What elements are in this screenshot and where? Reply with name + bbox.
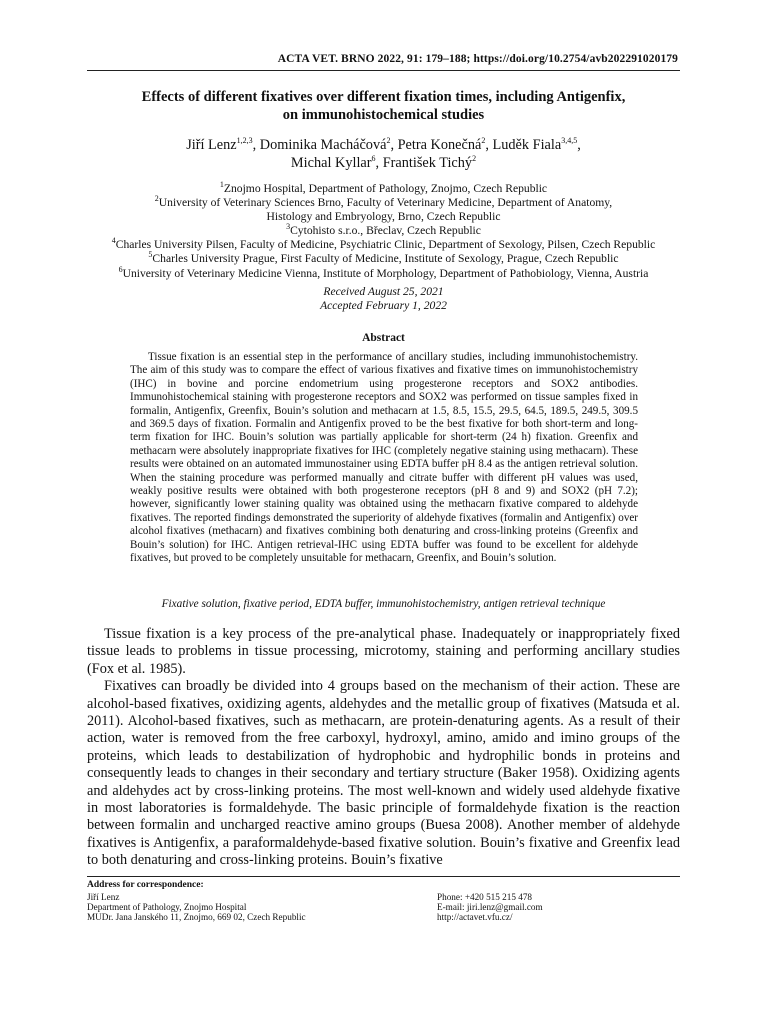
affiliation-text: University of Veterinary Sciences Brno, Faculty of Veterinary Medicine, Department of Anatomy,: [158, 196, 613, 210]
correspondence-heading: Address for correspondence:: [87, 880, 204, 890]
received-date: Received August 25, 2021: [323, 285, 444, 298]
author-name: Jiří Lenz: [186, 137, 237, 153]
author-affil-sup: 6: [371, 154, 376, 164]
author-affil-sup: 2: [481, 136, 486, 146]
author-name: Petra Konečná: [397, 137, 482, 153]
correspondence-name: Jiří Lenz: [87, 892, 120, 902]
affiliation-sup: 6: [118, 264, 123, 274]
correspondence-contact: [437, 892, 543, 922]
body-text: [87, 626, 680, 870]
body-paragraph: Fixatives can broadly be divided into 4 groups based on the mechanism of their action. These are alcohol-based fixatives, oxidizing agents, aldehydes and the metallic group of fixatives (Matsuda et al. 2011). Alcohol-based fixatives, such as methacarn, are protein-denaturing agents. As a result of their action, water is removed from the free carboxyl, hydroxyl, amino, amido and imino groups of the proteins, which leads to destabilization of hydrophobic and hydrophilic bonds in proteins and consequently leads to changes in their secondary and tertiary structure (Baker 1958). Oxidizing agents and aldehydes act by cross-linking proteins. The most well-known and widely used aldehyde fixative in most laboratories is formaldehyde. The basic principle of formaldehyde fixation is the reaction between formalin and uncharged reactive amino groups (Buesa 2008). Another member of aldehyde fixatives is Antigenfix, a paraformaldehyde-based fixative solution. Bouin’s fixative and Greenfix lead to both denaturing and cross-linking proteins. Bouin’s fixative: [87, 678, 680, 869]
affiliation: [87, 238, 680, 252]
correspondence-street: MUDr. Jana Janského 11, Znojmo, 669 02, Czech Republic: [87, 912, 306, 922]
paper-title: [87, 88, 680, 124]
affiliation: [87, 196, 680, 210]
affiliation-sup: 3: [286, 222, 291, 232]
author-name: Dominika Macháčová: [259, 137, 387, 153]
correspondence-address: [87, 892, 306, 922]
affiliation-text: Histology and Embryology, Brno, Czech Republic: [266, 210, 501, 224]
author-line-1: Jiří Lenz$^{1,2,3}$, Dominika Macháčová$^2$, Petra Konečná$^2$, Luděk Fiala$^{3,4,5}$,: [186, 136, 581, 153]
title-line-2: on immunohistochemical studies: [282, 107, 485, 123]
author-list: [87, 136, 680, 172]
correspondence-dept: Department of Pathology, Znojmo Hospital: [87, 902, 247, 912]
title-line-1: Effects of different fixatives over different fixation times, including Antigenfix,: [141, 89, 626, 105]
affiliation-sup: 2: [154, 194, 159, 204]
accepted-date: Accepted February 1, 2022: [320, 299, 447, 312]
journal-header: ACTA VET. BRNO 2022, 91: 179–188; https://doi.org/10.2754/avb202291020179: [277, 53, 678, 65]
author-name: Luděk Fiala: [492, 137, 562, 153]
affiliation-sup: 1: [219, 180, 224, 190]
affiliation: [87, 210, 680, 224]
affiliation: [87, 224, 680, 238]
affiliation-sup: 4: [111, 236, 116, 246]
keywords: Fixative solution, fixative period, EDTA buffer, immunohistochemistry, antigen retrieval technique: [161, 598, 606, 610]
affiliation: [87, 182, 680, 196]
affiliation-text: University of Veterinary Medicine Vienna, Institute of Morphology, Department of Pathobiology, Vienna, Austria: [122, 266, 649, 280]
author-name: František Tichý: [382, 155, 473, 171]
affiliation: [87, 252, 680, 266]
footer-rule: [87, 876, 680, 877]
affiliation-text: Cytohisto s.r.o., Břeclav, Czech Republic: [290, 224, 481, 238]
abstract-heading: Abstract: [362, 332, 405, 344]
author-affil-sup: 1,2,3: [236, 136, 253, 146]
abstract-text: Tissue fixation is an essential step in the performance of ancillary studies, including immunohistochemistry. The aim of this study was to compare the effect of various fixatives and fixative times on immunohistochemistry (IHC) in bovine and porcine endometrium using progesterone receptors and SOX2 antibodies. Immunohistochemical staining with progesterone receptors and SOX2 was performed on tissue samples fixed in formalin, Antigenfix, Greenfix, Bouin’s solution and methacarn at 1.5, 8.5, 15.5, 29.5, 64.5, 189.5, 249.5, 309.5 and 369.5 days of fixation. Formalin and Antigenfix proved to be the best fixative for both short-term and long-term fixation for IHC. Bouin’s solution was partially applicable for short-term (24 h) fixation. Greenfix and methacarn were absolutely inappropriate fixatives for IHC (completely negative staining using methacarn). These results were obtained on an automated immunostainer using EDTA buffer pH 8.4 as the antigen retrieval solution. When the staining procedure was performed manually and citrate buffer with different pH values was used, weakly positive results were obtained with both progesterone receptors (pH 8 and 9) and SOX2 (pH 7.2); however, significantly lower staining quality was obtained using the methacarn fixative compared to aldehyde fixatives. The reported findings demonstrated the superiority of aldehyde fixatives (formalin and Antigenfix) over alcohol fixatives (methacarn) and fixatives combining both denaturing and cross-linking proteins (Greenfix and Bouin’s solution) for IHC. Antigen retrieval-IHC using EDTA buffer was found to be excellent for aldehyde fixatives, but proved to be completely unsuitable for methacarn, Greenfix, and Bouin’s solution.: [130, 351, 638, 565]
author-affil-sup: 2: [386, 136, 391, 146]
affiliation-text: Znojmo Hospital, Department of Pathology, Znojmo, Czech Republic: [223, 182, 548, 195]
correspondence-phone: Phone: +420 515 215 478: [437, 892, 533, 902]
correspondence-email: E-mail: jiri.lenz@gmail.com: [437, 902, 543, 912]
author-line-2: Michal Kyllar$^6$, František Tichý$^2$: [290, 154, 477, 171]
affiliation-sup: 5: [148, 250, 153, 260]
submission-dates: [87, 285, 680, 313]
author-affil-sup: 3,4,5: [561, 136, 578, 146]
header-rule: [87, 70, 680, 71]
affiliation-list: [87, 182, 680, 281]
body-paragraph: Tissue fixation is a key process of the pre-analytical phase. Inadequately or inappropriately fixed tissue leads to problems in tissue processing, microtomy, staining and performing ancillary studies (Fox et al. 1985).: [87, 626, 680, 677]
author-affil-sup: 2: [472, 154, 477, 164]
correspondence-web: http://actavet.vfu.cz/: [437, 912, 513, 922]
affiliation: [87, 264, 680, 281]
author-name: Michal Kyllar: [290, 155, 372, 171]
affiliation-text: Charles University Pilsen, Faculty of Medicine, Psychiatric Clinic, Department of Sexology, Pilsen, Czech Republic: [115, 238, 656, 252]
affiliation-text: Charles University Prague, First Faculty of Medicine, Institute of Sexology, Prague, Czech Republic: [152, 252, 619, 266]
